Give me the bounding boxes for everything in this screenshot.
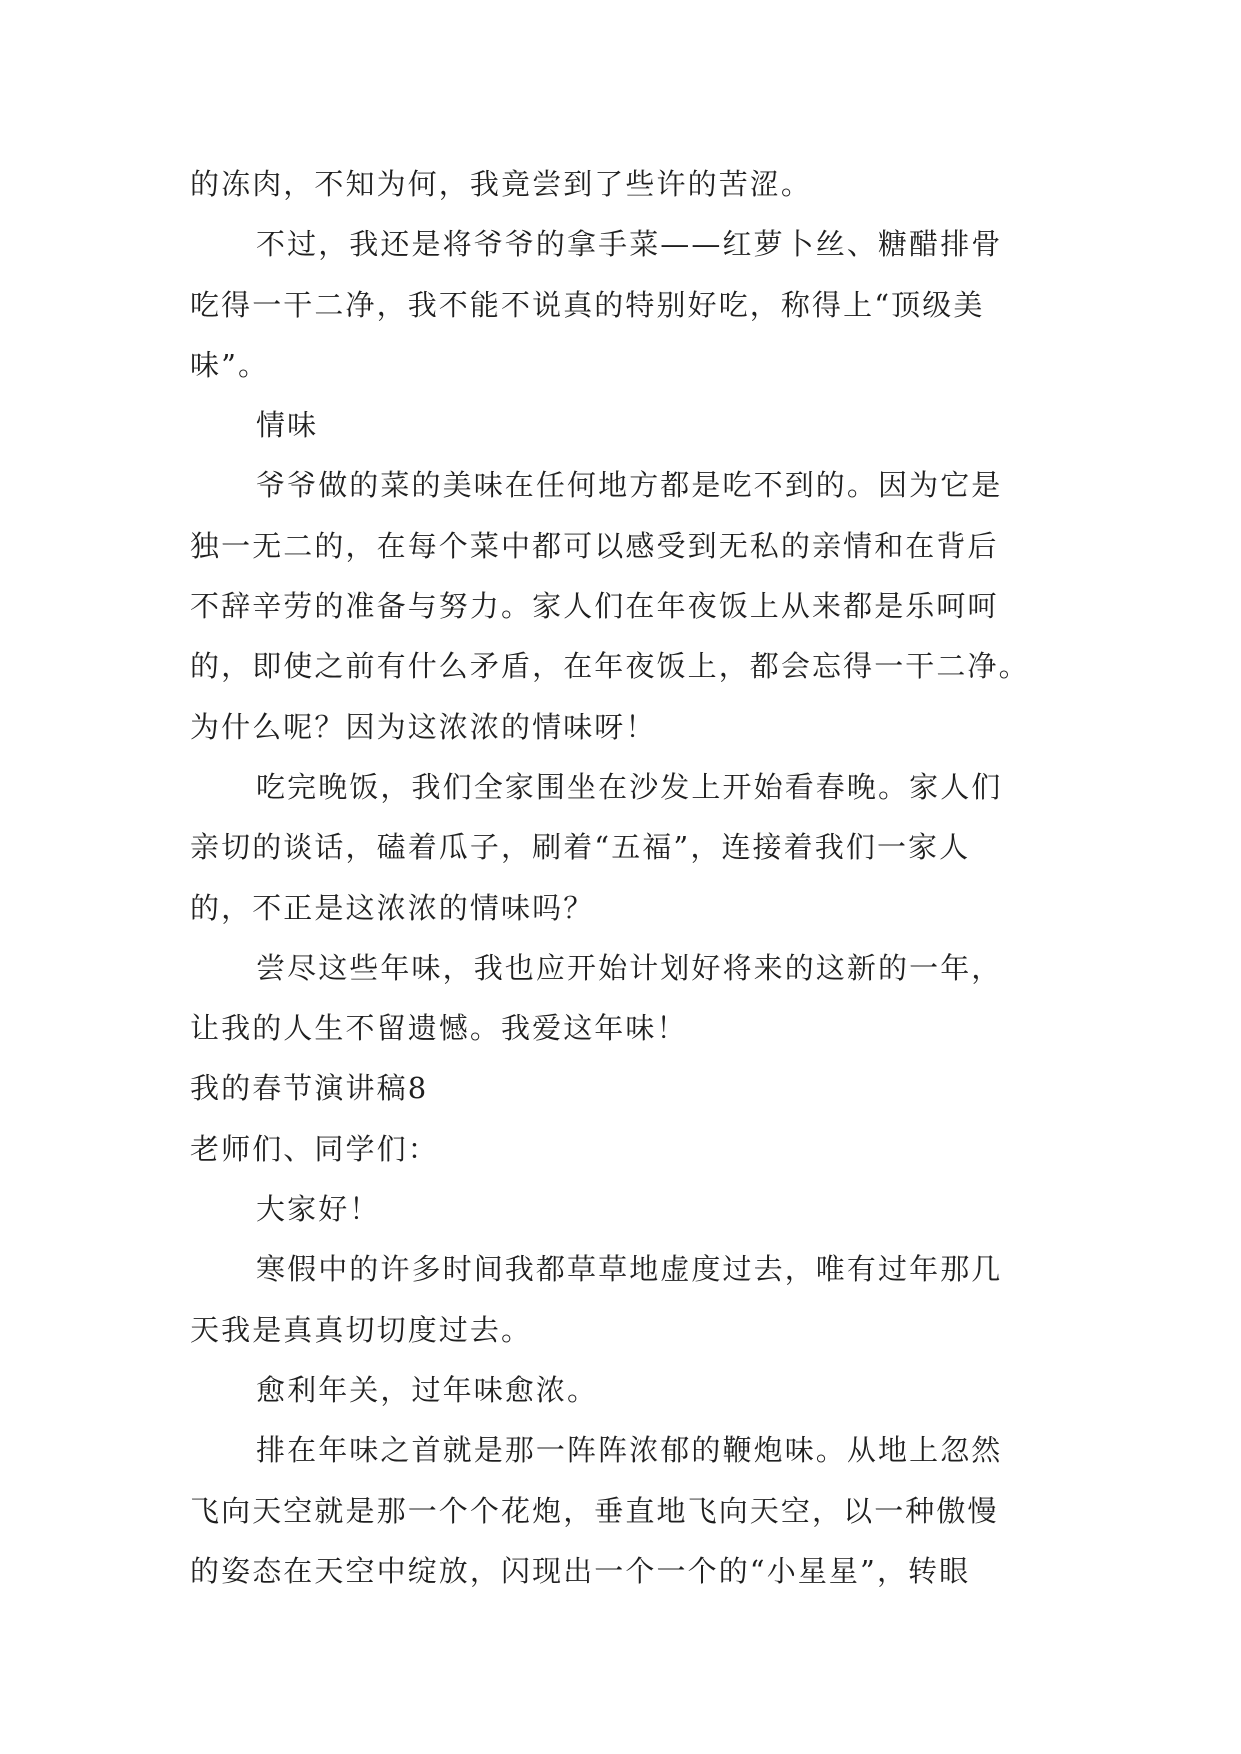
text-line: 亲切的谈话，磕着瓜子，刷着“五福”，连接着我们一家人 <box>190 830 971 865</box>
text-line: 飞向天空就是那一个个花炮，垂直地飞向天空，以一种傲慢 <box>190 1493 999 1528</box>
text-line: 老师们、同学们： <box>190 1131 439 1166</box>
text-line: 我的春节演讲稿8 <box>190 1071 429 1106</box>
text-line: 大家好！ <box>256 1192 381 1227</box>
text-line: 爷爷做的菜的美味在任何地方都是吃不到的。因为它是 <box>256 468 1003 503</box>
text-line: 让我的人生不留遗憾。我爱这年味！ <box>190 1011 688 1046</box>
text-line: 愈利年关，过年味愈浓。 <box>256 1372 599 1407</box>
text-line: 吃得一干二净，我不能不说真的特别好吃，称得上“顶级美 <box>190 287 985 322</box>
text-line: 情味 <box>256 408 319 443</box>
text-line: 吃完晚饭，我们全家围坐在沙发上开始看春晚。家人们 <box>256 769 1003 804</box>
text-line: 的，不正是这浓浓的情味吗？ <box>190 890 595 925</box>
text-line: 的，即使之前有什么矛盾，在年夜饭上，都会忘得一干二净。 <box>190 649 1030 684</box>
text-line: 寒假中的许多时间我都草草地虚度过去，唯有过年那几 <box>256 1252 1003 1287</box>
text-line: 不辞辛劳的准备与努力。家人们在年夜饭上从来都是乐呵呵 <box>190 589 999 624</box>
text-line: 独一无二的，在每个菜中都可以感受到无私的亲情和在背后 <box>190 528 999 563</box>
text-line: 为什么呢？因为这浓浓的情味呀！ <box>190 709 657 744</box>
text-line: 的姿态在天空中绽放，闪现出一个一个的“小星星”，转眼 <box>190 1553 971 1588</box>
text-line: 天我是真真切切度过去。 <box>190 1312 533 1347</box>
document-body <box>190 154 1050 1601</box>
text-line: 排在年味之首就是那一阵阵浓郁的鞭炮味。从地上忽然 <box>256 1433 1003 1468</box>
text-line: 的冻肉，不知为何，我竟尝到了些许的苦涩。 <box>190 167 813 201</box>
text-line: 味”。 <box>190 347 270 382</box>
text-line: 不过，我还是将爷爷的拿手菜——红萝卜丝、糖醋排骨 <box>256 227 1003 262</box>
text-line: 尝尽这些年味，我也应开始计划好将来的这新的一年， <box>256 950 1003 985</box>
